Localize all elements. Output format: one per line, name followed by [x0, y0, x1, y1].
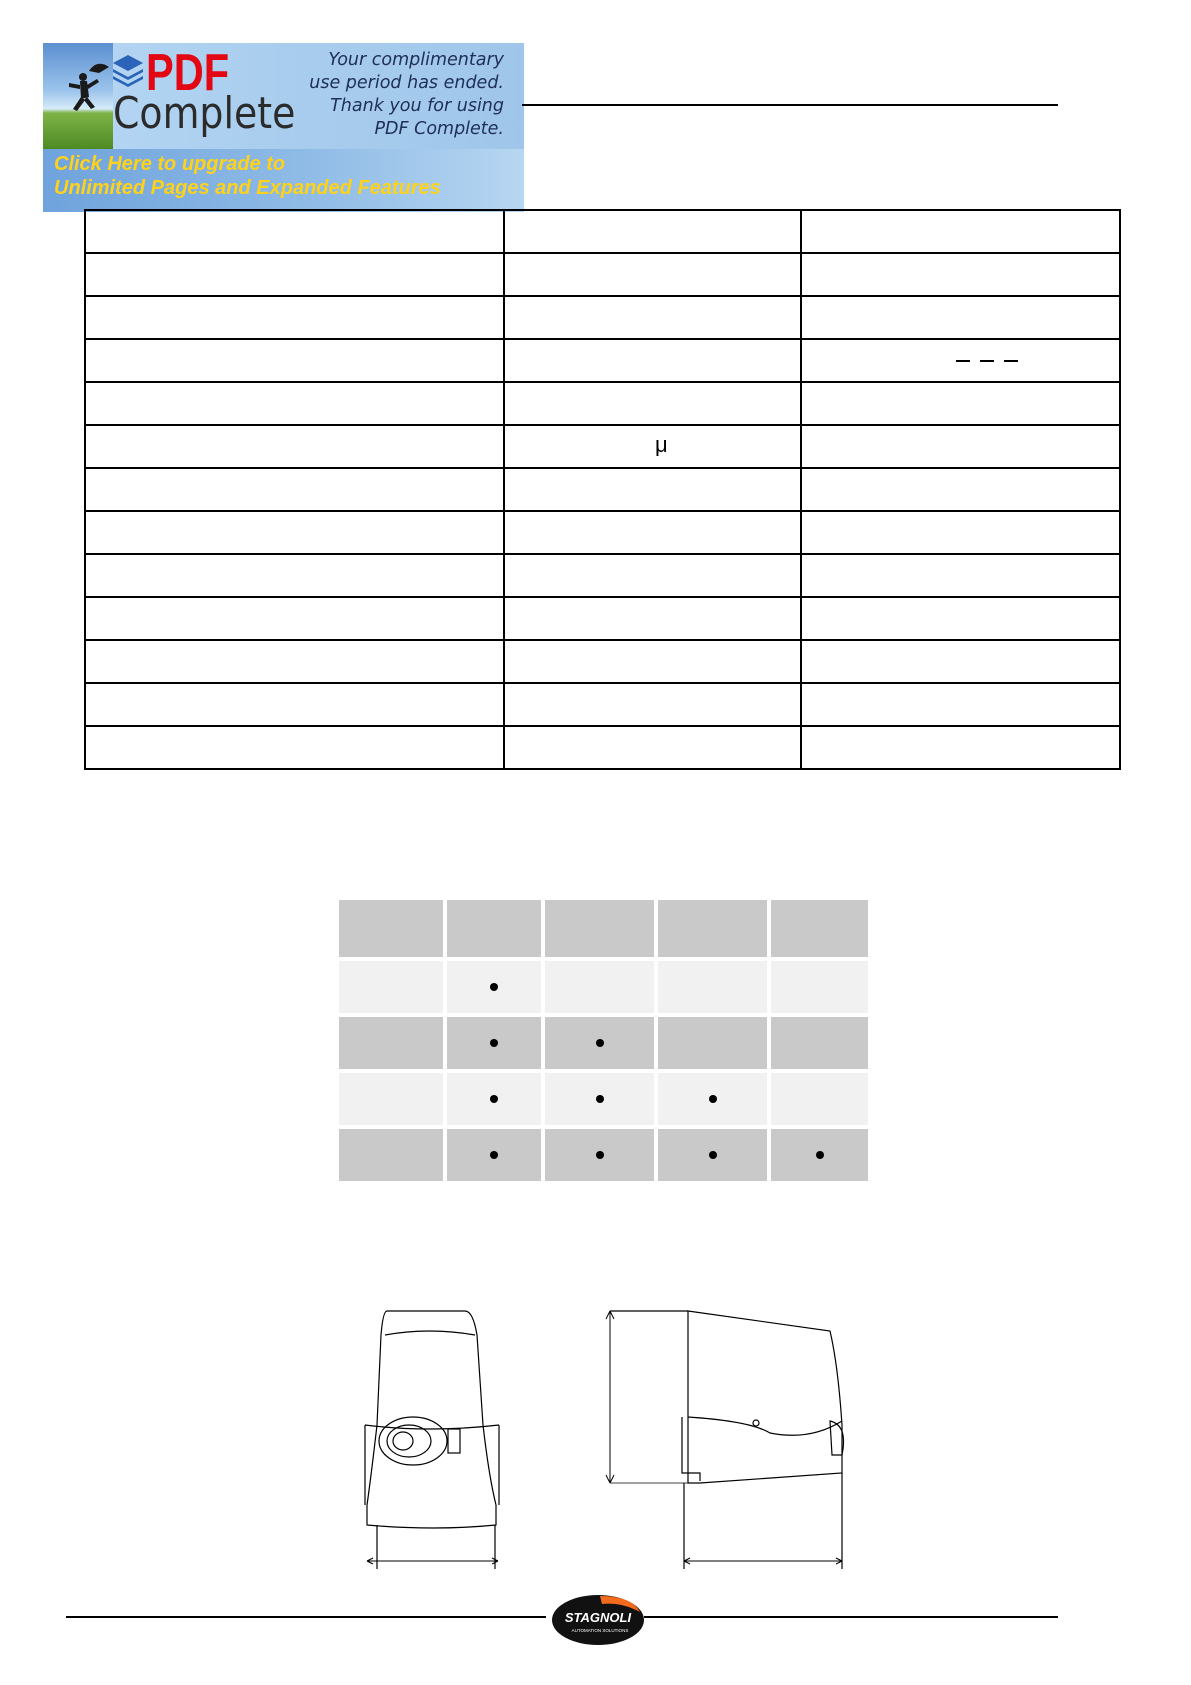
table-cell: [85, 468, 504, 511]
table-cell: [801, 382, 1120, 425]
table-row: [85, 296, 1120, 339]
table-cell: [801, 640, 1120, 683]
matrix-cell: [339, 1017, 443, 1069]
matrix-cell: [658, 961, 767, 1013]
dot-marker: [490, 983, 498, 991]
matrix-cell: [545, 900, 654, 957]
table-cell: [85, 210, 504, 253]
matrix-cell: [771, 1129, 868, 1181]
table-cell: [504, 554, 801, 597]
table-cell: [85, 253, 504, 296]
cta-line[interactable]: Unlimited Pages and Expanded Features: [54, 177, 441, 199]
jumping-person-icon: [43, 43, 113, 149]
table-cell: [504, 210, 801, 253]
matrix-row: [339, 961, 868, 1013]
table-row: [85, 554, 1120, 597]
matrix-cell: [658, 900, 767, 957]
table-row: [85, 683, 1120, 726]
banner-message: [264, 49, 504, 141]
table-cell: [85, 296, 504, 339]
dot-marker: [596, 1095, 604, 1103]
matrix-cell: [339, 1073, 443, 1125]
matrix-cell: [339, 961, 443, 1013]
table-row: [85, 726, 1120, 769]
message-line: use period has ended.: [309, 73, 504, 93]
table-cell: [801, 683, 1120, 726]
table-row: [85, 253, 1120, 296]
table-cell: [801, 554, 1120, 597]
matrix-row: [339, 1129, 868, 1181]
table-cell: [85, 339, 504, 382]
table-cell: [801, 253, 1120, 296]
matrix-cell: [339, 1129, 443, 1181]
dash-marks: [956, 360, 1020, 370]
matrix-cell: [771, 1017, 868, 1069]
matrix-cell: [545, 1073, 654, 1125]
table-cell: [85, 683, 504, 726]
table-cell: [85, 511, 504, 554]
logo-subtext: AUTOMATION SOLUTIONS: [571, 1628, 629, 1633]
front-view-drawing: [355, 1305, 515, 1573]
matrix-cell: [771, 1073, 868, 1125]
matrix-cell: [545, 1129, 654, 1181]
message-line: Your complimentary: [328, 50, 504, 70]
table-cell: [801, 511, 1120, 554]
table-cell: [504, 425, 801, 468]
matrix-header-row: [339, 900, 868, 957]
dot-marker: [709, 1095, 717, 1103]
stagnoli-logo: [550, 1592, 646, 1648]
table-row: [85, 597, 1120, 640]
table-row: [85, 640, 1120, 683]
table-cell: [504, 683, 801, 726]
matrix-cell: [771, 961, 868, 1013]
matrix-row: [339, 1017, 868, 1069]
logo-text: STAGNOLI: [564, 1610, 632, 1625]
header-rule: [522, 104, 1058, 106]
table-cell: [504, 339, 801, 382]
footer-rule-right: [644, 1616, 1058, 1618]
table-cell: [801, 425, 1120, 468]
dot-marker: [596, 1151, 604, 1159]
dot-marker: [596, 1039, 604, 1047]
table-cell: [801, 339, 1120, 382]
table-cell: [504, 382, 801, 425]
table-row: [85, 425, 1120, 468]
table-cell: [801, 296, 1120, 339]
table-row: [85, 468, 1120, 511]
dot-marker: [490, 1151, 498, 1159]
matrix-row: [339, 1073, 868, 1125]
dot-marker: [490, 1095, 498, 1103]
matrix-cell: [339, 900, 443, 957]
table-cell: [801, 726, 1120, 769]
pdf-brand-text: PDF: [146, 44, 230, 102]
matrix-cell: [447, 1129, 541, 1181]
table-cell: [801, 210, 1120, 253]
cta-line[interactable]: Click Here to upgrade to: [54, 153, 286, 175]
matrix-cell: [545, 961, 654, 1013]
table-cell: [504, 296, 801, 339]
matrix-cell: [658, 1129, 767, 1181]
table-row: [85, 210, 1120, 253]
complete-brand-text: Complete: [113, 88, 296, 139]
table-cell: [801, 468, 1120, 511]
matrix-cell: [771, 900, 868, 957]
dot-marker: [816, 1151, 824, 1159]
matrix-cell: [545, 1017, 654, 1069]
upgrade-link[interactable]: [54, 152, 441, 200]
table-cell: [504, 726, 801, 769]
matrix-cell: [658, 1017, 767, 1069]
table-row: [85, 382, 1120, 425]
table-cell: [85, 597, 504, 640]
matrix-cell: [658, 1073, 767, 1125]
table-cell: [504, 640, 801, 683]
table-cell: [85, 640, 504, 683]
table-cell: [801, 597, 1120, 640]
table-cell: [85, 425, 504, 468]
side-view-drawing: [600, 1305, 850, 1573]
matrix-cell: [447, 900, 541, 957]
table-cell: [504, 597, 801, 640]
layers-icon: [111, 53, 145, 87]
table-cell: [85, 726, 504, 769]
table-cell: [85, 382, 504, 425]
spec-table: [84, 209, 1121, 770]
banner-photo: [43, 43, 113, 149]
dot-marker: [709, 1151, 717, 1159]
footer-rule-left: [66, 1616, 546, 1618]
matrix-cell: [447, 1073, 541, 1125]
table-row: [85, 339, 1120, 382]
compatibility-matrix: [335, 896, 872, 1185]
table-row: [85, 511, 1120, 554]
matrix-cell: [447, 961, 541, 1013]
upgrade-banner[interactable]: [43, 43, 524, 212]
table-cell: [504, 468, 801, 511]
mu-symbol: μ: [655, 432, 668, 457]
message-line: Thank you for using: [330, 96, 504, 116]
table-cell: [504, 511, 801, 554]
matrix-cell: [447, 1017, 541, 1069]
message-line: PDF Complete.: [374, 119, 504, 139]
dot-marker: [490, 1039, 498, 1047]
table-cell: [504, 253, 801, 296]
table-cell: [85, 554, 504, 597]
